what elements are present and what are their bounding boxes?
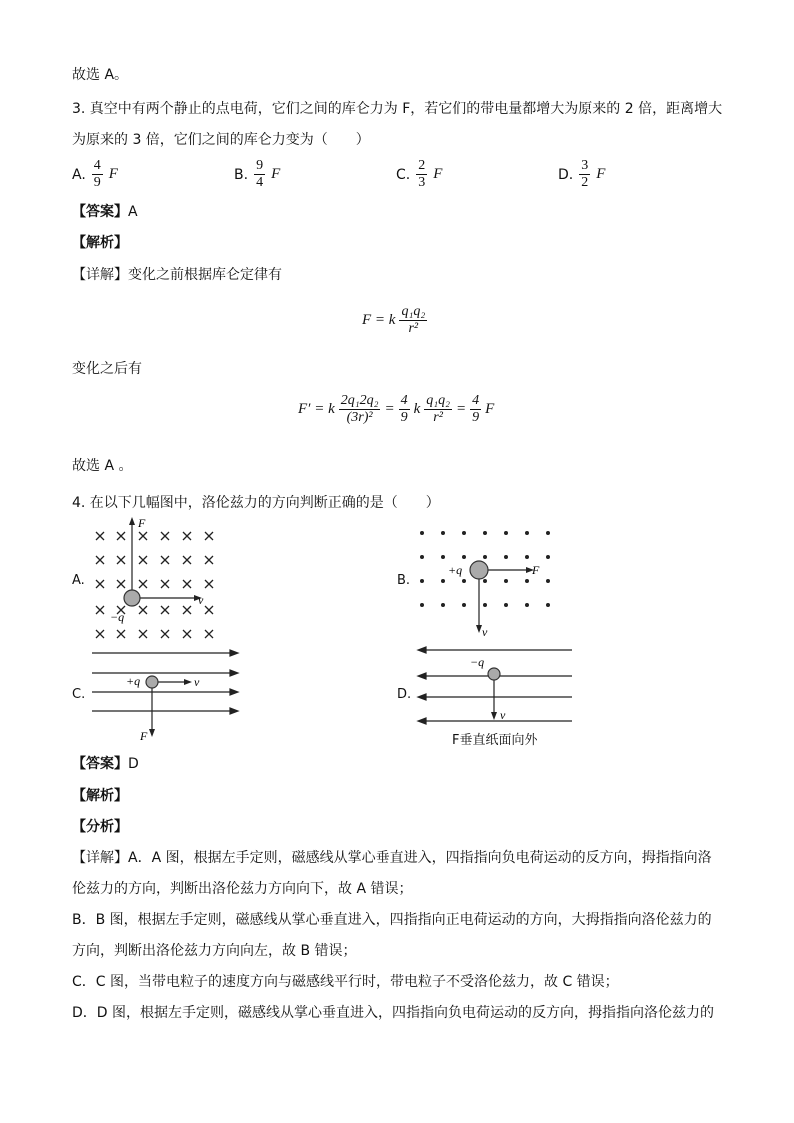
field-cross-mark <box>205 532 213 540</box>
equals: = <box>384 401 395 417</box>
detail-4-a1: 【详解】A．A 图，根据左手定则，磁感线从掌心垂直进入，四指指向负电荷运动的反方向，拇指指向洛 <box>72 850 712 866</box>
field-cross-mark <box>139 630 147 638</box>
field-dot-mark <box>462 579 466 583</box>
frac-num: q₁q₂ <box>426 393 450 408</box>
field-cross-mark <box>96 532 104 540</box>
diagram-b-label: B. <box>397 573 411 588</box>
field-cross-mark <box>161 580 169 588</box>
diagram-c-label: C. <box>72 687 86 702</box>
charge-label: −q <box>470 655 485 669</box>
force-label: F <box>532 563 540 577</box>
field-cross-mark <box>183 580 191 588</box>
answer-value: A <box>128 204 138 220</box>
analysis-3-label: 【解析】 <box>72 235 128 251</box>
frac-num: 4 <box>472 393 480 408</box>
text-line: 故选 A。 <box>72 67 129 83</box>
frac-den: 9 <box>472 410 480 425</box>
option-c <box>396 158 442 191</box>
diagram-d-label: D. <box>397 687 412 702</box>
formula-fraction <box>399 304 427 337</box>
after-change-text: 变化之后有 <box>72 361 142 377</box>
field-dot-mark <box>483 531 487 535</box>
field-cross-mark <box>205 630 213 638</box>
field-dot-mark <box>525 555 529 559</box>
velocity-label: v <box>500 708 506 722</box>
field-dot-mark <box>441 555 445 559</box>
charge-particle <box>146 676 158 688</box>
field-dot-mark <box>462 531 466 535</box>
field-dot-mark <box>462 603 466 607</box>
frac-den: r² <box>408 321 419 336</box>
answer-4 <box>72 755 139 773</box>
frac-num: q₁q₂ <box>401 304 426 319</box>
analysis-4-label: 【解析】 <box>72 788 128 804</box>
detail-4-a2: 伦兹力的方向，判断出洛伦兹力方向向下，故 A 错误； <box>72 881 413 897</box>
frac-num: 2q₁2q₂ <box>340 393 379 408</box>
field-cross-mark <box>205 606 213 614</box>
coefficient-fraction <box>399 393 410 426</box>
question-3-line2: 为原来的 3 倍，它们之间的库仑力变为（ ） <box>72 132 370 148</box>
frac-num: 2 <box>418 158 426 173</box>
frac-num: 4 <box>400 393 408 408</box>
field-dot-mark <box>420 603 424 607</box>
field-cross-mark <box>96 606 104 614</box>
diagram-d-caption: F垂直纸面向外 <box>452 733 538 748</box>
field-cross-mark <box>183 630 191 638</box>
field-cross-mark <box>139 606 147 614</box>
option-var: F <box>596 166 606 182</box>
formula-fraction <box>339 393 381 426</box>
field-cross-mark <box>183 532 191 540</box>
charge-particle <box>488 668 500 680</box>
answer-3 <box>72 203 138 221</box>
charge-particle <box>124 590 140 606</box>
formula-fraction <box>424 393 452 426</box>
question-4: 4. 在以下几幅图中，洛伦兹力的方向判断正确的是（ ） <box>72 495 440 511</box>
field-cross-mark <box>205 556 213 564</box>
field-dot-mark <box>462 555 466 559</box>
answer-label: 【答案】 <box>72 756 128 772</box>
frac-den: 9 <box>400 410 408 425</box>
answer-value: D <box>128 756 139 772</box>
field-dot-mark <box>504 579 508 583</box>
diagram-b <box>412 525 572 640</box>
field-dot-mark <box>420 579 424 583</box>
frac-den: 9 <box>93 175 101 190</box>
detail-3: 【详解】变化之前根据库仑定律有 <box>72 267 282 283</box>
frac-den: r² <box>433 410 443 425</box>
field-dot-mark <box>504 603 508 607</box>
option-b <box>234 158 280 191</box>
option-a <box>72 158 118 191</box>
field-cross-mark <box>183 556 191 564</box>
field-cross-mark <box>161 630 169 638</box>
velocity-arrowhead <box>491 712 497 720</box>
option-letter: C. <box>396 166 411 183</box>
option-fraction <box>579 158 590 191</box>
detail-4-c: C．C 图，当带电粒子的速度方向与磁感线平行时，带电粒子不受洛伦兹力，故 C 错误； <box>72 974 619 990</box>
field-dot-mark <box>546 603 550 607</box>
option-fraction <box>416 158 427 191</box>
option-var: F <box>271 166 281 182</box>
diagram-a <box>88 515 228 645</box>
field-cross-mark <box>183 606 191 614</box>
frac-num: 9 <box>256 158 264 173</box>
frac-den: 2 <box>581 175 589 190</box>
charge-label: −q <box>110 610 125 624</box>
field-dot-mark <box>420 555 424 559</box>
field-cross-mark <box>139 532 147 540</box>
fenxi-label: 【分析】 <box>72 819 128 835</box>
field-dot-mark <box>483 555 487 559</box>
field-dot-mark <box>483 603 487 607</box>
formula-tail: F <box>485 401 495 417</box>
field-cross-mark <box>96 580 104 588</box>
detail-4-d1: D．D 图，根据左手定则，磁感线从掌心垂直进入，四指指向负电荷运动的反方向，拇指指向洛伦兹力的 <box>72 1005 715 1021</box>
field-dot-mark <box>441 531 445 535</box>
field-dot-mark <box>546 579 550 583</box>
detail-4-b2: 方向，判断出洛伦兹力方向向左，故 B 错误； <box>72 943 357 959</box>
field-dot-mark <box>441 579 445 583</box>
detail-4-b1: B．B 图，根据左手定则，磁感线从掌心垂直进入，四指指向正电荷运动的方向，大拇指指向洛伦兹力的 <box>72 912 712 928</box>
field-cross-mark <box>139 580 147 588</box>
frac-den: (3r)² <box>346 410 373 425</box>
field-dot-mark <box>483 579 487 583</box>
answer-label: 【答案】 <box>72 204 128 220</box>
force-label: F <box>138 516 146 530</box>
velocity-label: v <box>194 675 200 689</box>
frac-den: 3 <box>418 175 426 190</box>
field-dot-mark <box>504 555 508 559</box>
frac-num: 4 <box>93 158 101 173</box>
option-fraction <box>92 158 103 191</box>
frac-den: 4 <box>256 175 264 190</box>
k-constant: k <box>413 401 421 417</box>
diagram-a-label: A. <box>72 573 85 588</box>
force-arrowhead <box>129 517 135 525</box>
option-letter: D. <box>558 166 574 183</box>
option-letter: A. <box>72 166 86 183</box>
formula-coulomb <box>362 304 427 337</box>
charge-particle <box>470 561 488 579</box>
force-arrowhead <box>149 729 155 737</box>
velocity-label: v <box>482 625 488 639</box>
option-var: F <box>433 166 443 182</box>
option-letter: B. <box>234 166 249 183</box>
field-dot-mark <box>525 579 529 583</box>
field-dot-mark <box>525 531 529 535</box>
force-label: F <box>140 729 148 743</box>
field-cross-mark <box>161 532 169 540</box>
frac-num: 3 <box>581 158 589 173</box>
charge-label: +q <box>126 674 141 688</box>
diagram-c <box>88 645 243 745</box>
field-cross-mark <box>161 556 169 564</box>
field-dot-mark <box>525 603 529 607</box>
field-cross-mark <box>161 606 169 614</box>
formula-after <box>298 393 494 426</box>
field-cross-mark <box>96 556 104 564</box>
field-dot-mark <box>420 531 424 535</box>
field-dot-mark <box>441 603 445 607</box>
option-var: F <box>108 166 118 182</box>
question-3-line1: 3. 真空中有两个静止的点电荷，它们之间的库仑力为 F，若它们的带电量都增大为原来的 2 倍，距离增大 <box>72 101 723 117</box>
field-cross-mark <box>117 556 125 564</box>
option-fraction <box>254 158 265 191</box>
charge-label: +q <box>448 563 463 577</box>
field-dot-mark <box>546 531 550 535</box>
field-cross-mark <box>117 580 125 588</box>
option-d <box>558 158 605 191</box>
field-cross-mark <box>117 630 125 638</box>
field-cross-mark <box>117 532 125 540</box>
equals: = <box>456 401 467 417</box>
field-cross-mark <box>139 556 147 564</box>
field-cross-mark <box>205 580 213 588</box>
select-a-text: 故选 A 。 <box>72 458 133 474</box>
velocity-label: v <box>198 593 204 607</box>
field-dot-mark <box>504 531 508 535</box>
coefficient-fraction <box>470 393 481 426</box>
field-cross-mark <box>96 630 104 638</box>
field-dot-mark <box>546 555 550 559</box>
diagram-d <box>412 640 577 730</box>
formula-lhs: F′ = k <box>298 401 335 417</box>
velocity-arrowhead <box>184 679 192 685</box>
formula-lhs: F = k <box>362 312 396 328</box>
